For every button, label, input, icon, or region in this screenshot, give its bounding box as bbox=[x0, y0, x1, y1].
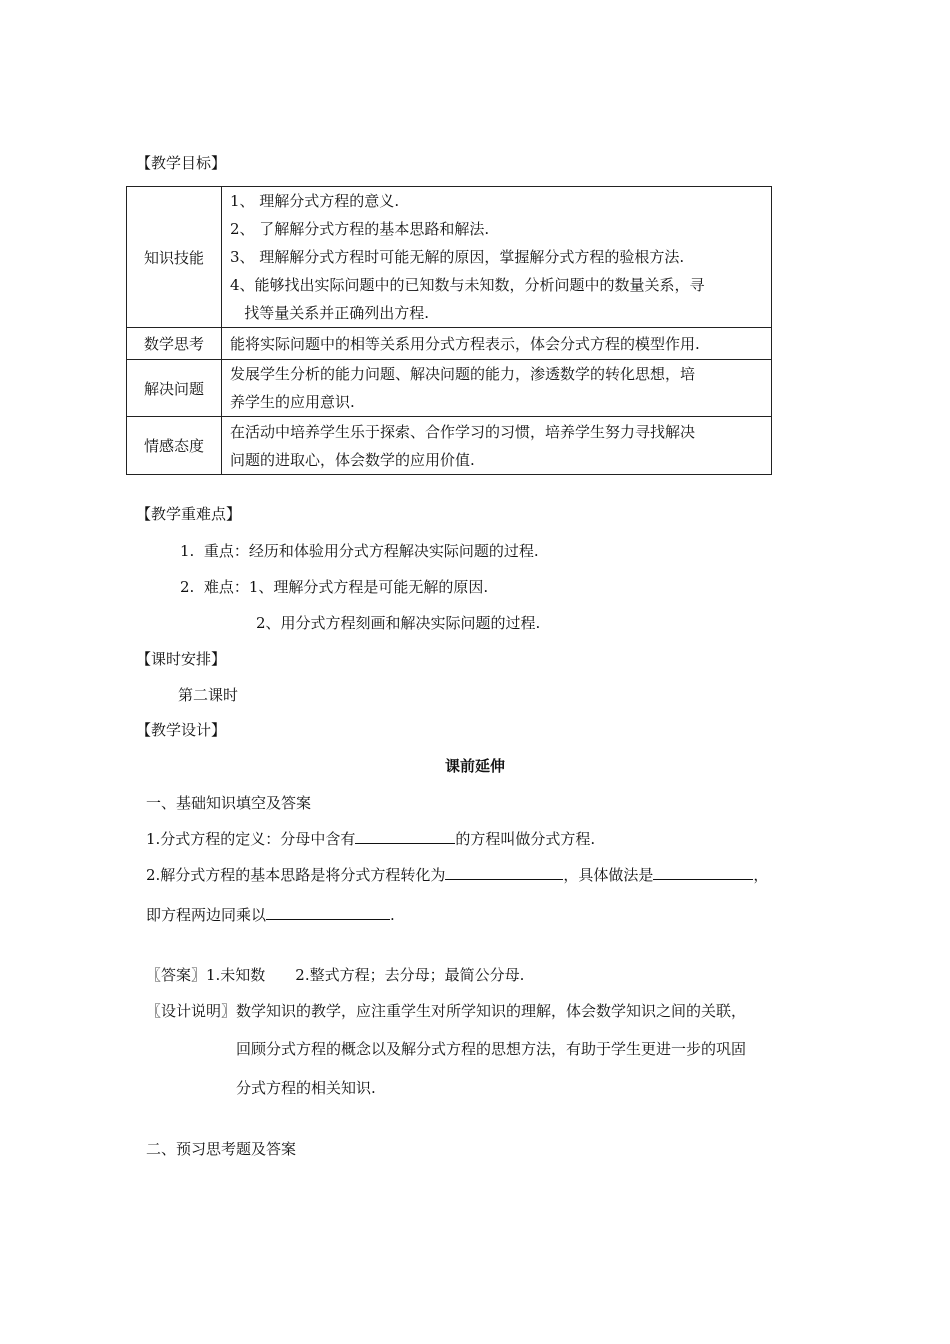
row-line: 3、 理解解分式方程时可能无解的原因，掌握解分式方程的验根方法. bbox=[230, 248, 685, 266]
row-label: 数学思考 bbox=[127, 328, 222, 360]
question-1 bbox=[146, 828, 595, 849]
part2-title: 二、预习思考题及答案 bbox=[146, 1140, 297, 1158]
objectives-heading: 【教学目标】 bbox=[136, 154, 227, 172]
row-line: 找等量关系并正确列出方程. bbox=[230, 304, 430, 322]
row-line: 发展学生分析的能力问题、解决问题的能力，渗透数学的转化思想，培 bbox=[230, 365, 696, 383]
row-label: 解决问题 bbox=[127, 360, 222, 417]
question-text: 的方程叫做分式方程. bbox=[455, 830, 596, 848]
row-line: 问题的进取心，体会数学的应用价值. bbox=[230, 450, 475, 469]
table-row bbox=[127, 417, 772, 475]
section-title: 课前延伸 bbox=[444, 757, 505, 775]
row-line: 4、能够找出实际问题中的已知数与未知数，分析问题中的数量关系，寻 bbox=[230, 276, 705, 294]
key-point-item: 1. 重点：经历和体验用分式方程解决实际问题的过程. bbox=[180, 542, 539, 560]
row-content bbox=[222, 417, 772, 475]
question-text: 2.解分式方程的基本思路是将分式方程转化为 bbox=[146, 866, 446, 884]
row-line: 养学生的应用意识. bbox=[230, 393, 355, 411]
row-content bbox=[222, 187, 772, 328]
answer-blank bbox=[355, 828, 455, 844]
row-label: 情感态度 bbox=[127, 417, 222, 475]
row-label: 知识技能 bbox=[127, 187, 222, 328]
key-points-heading: 【教学重难点】 bbox=[136, 505, 242, 523]
key-point-item: 2. 难点：1、理解分式方程是可能无解的原因. bbox=[180, 578, 489, 596]
key-point-subitem: 2、用分式方程刻画和解决实际问题的过程. bbox=[256, 614, 541, 632]
design-note: 回顾分式方程的概念以及解分式方程的思想方法，有助于学生更进一步的巩固 bbox=[236, 1040, 747, 1058]
question-text: 即方程两边同乘以 bbox=[146, 906, 267, 924]
design-note: 〖设计说明〗数学知识的教学，应注重学生对所学知识的理解，体会数学知识之间的关联， bbox=[146, 1002, 747, 1020]
answer-text: 〖答案〗1.未知数 2.整式方程；去分母；最简公分母. bbox=[146, 966, 525, 984]
row-content bbox=[222, 328, 772, 360]
question-2 bbox=[146, 864, 768, 885]
question-text: . bbox=[390, 906, 395, 924]
question-2-line2 bbox=[146, 904, 395, 925]
question-text: ， bbox=[753, 866, 769, 884]
objectives-table bbox=[126, 186, 772, 475]
schedule-heading: 【课时安排】 bbox=[136, 650, 227, 668]
question-text: ，具体做法是 bbox=[563, 866, 654, 884]
row-content bbox=[222, 360, 772, 417]
design-heading: 【教学设计】 bbox=[136, 721, 227, 739]
answer-blank bbox=[653, 864, 753, 880]
table-row bbox=[127, 360, 772, 417]
row-line: 2、 了解解分式方程的基本思路和解法. bbox=[230, 220, 490, 238]
answer-blank bbox=[445, 864, 563, 880]
part1-title: 一、基础知识填空及答案 bbox=[146, 794, 312, 812]
table-row bbox=[127, 328, 772, 360]
schedule-value: 第二课时 bbox=[178, 686, 239, 704]
design-note: 分式方程的相关知识. bbox=[236, 1079, 376, 1097]
answer-blank bbox=[266, 904, 390, 920]
question-text: 1.分式方程的定义：分母中含有 bbox=[146, 830, 356, 848]
table-row bbox=[127, 187, 772, 328]
row-line: 能将实际问题中的相等关系用分式方程表示，体会分式方程的模型作用. bbox=[230, 334, 700, 353]
row-line: 1、 理解分式方程的意义. bbox=[230, 192, 400, 210]
row-line: 在活动中培养学生乐于探索、合作学习的习惯，培养学生努力寻找解决 bbox=[230, 422, 696, 441]
